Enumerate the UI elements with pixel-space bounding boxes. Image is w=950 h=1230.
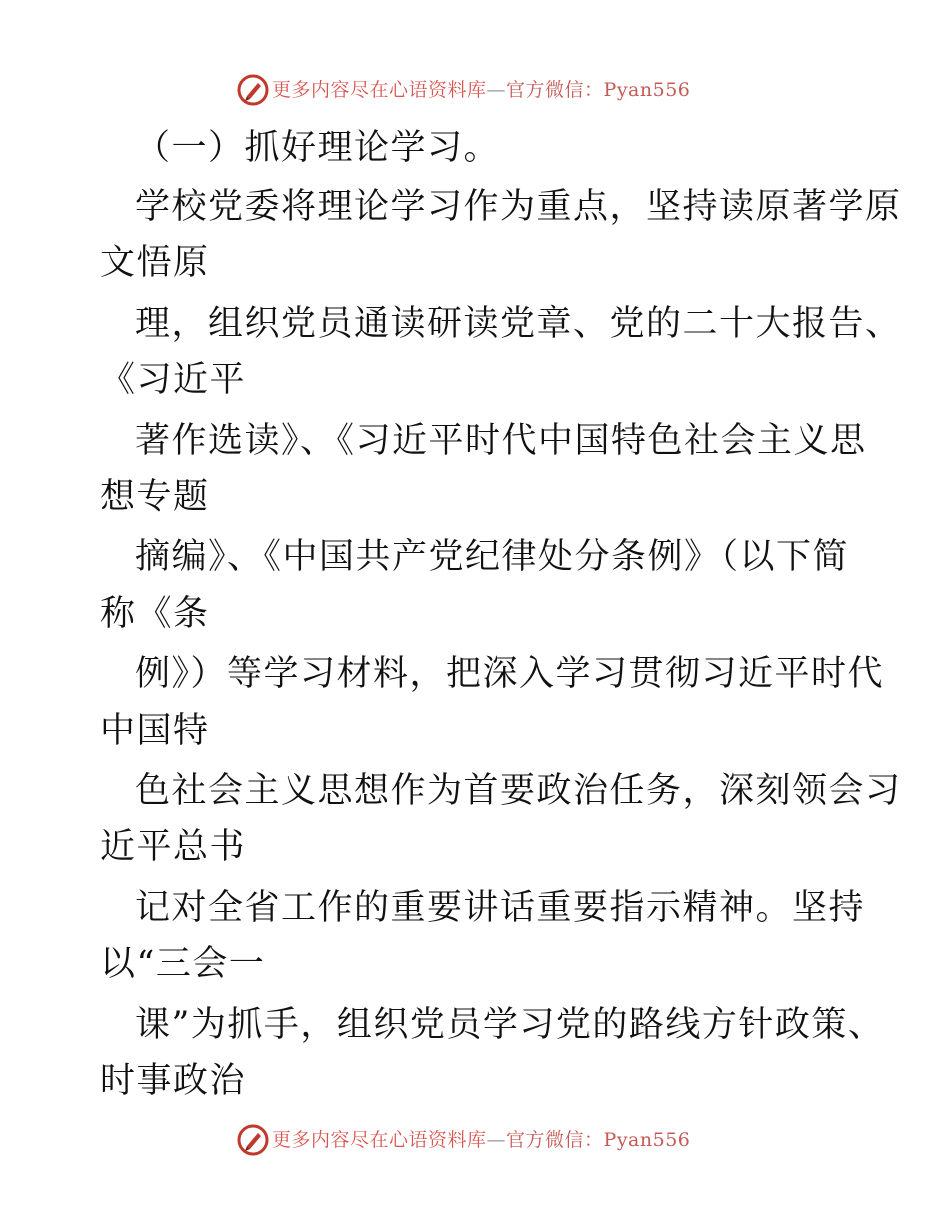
text-line: 称《条 — [100, 594, 210, 634]
watermark-title: 更多内容尽在心语资料库 — [272, 1129, 487, 1151]
text-line: 近平总书 — [100, 827, 247, 867]
watermark-banner-bottom — [0, 1120, 950, 1160]
watermark-banner-top — [0, 70, 950, 110]
text-line: 《习近平 — [100, 360, 247, 400]
text-line: 文悟原 — [100, 243, 210, 283]
watermark-dash: — — [486, 79, 507, 101]
pen-logo-icon — [236, 73, 270, 107]
pen-logo-icon — [236, 1123, 270, 1157]
section-heading: （一）抓好理论学习。 — [135, 128, 501, 168]
text-line: 色社会主义思想作为首要政治任务，深刻领会习 — [135, 771, 902, 811]
text-line: 课”为抓手，组织党员学习党的路线方针政策、 — [135, 1005, 885, 1045]
text-line: 摘编》、《中国共产党纪律处分条例》（以下简 — [135, 537, 850, 577]
text-line: 中国特 — [100, 711, 210, 751]
text-line: 学校党委将理论学习作为重点，坚持读原著学原 — [135, 187, 902, 227]
text-line: 例》）等学习材料，把深入学习贯彻习近平时代 — [135, 654, 885, 694]
watermark-wechat-id: Pyan556 — [603, 79, 691, 101]
text-line: 记对全省工作的重要讲话重要指示精神。坚持 — [135, 888, 866, 928]
text-line: 理，组织党员通读研读党章、党的二十大报告、 — [135, 304, 902, 344]
watermark-dash: — — [486, 1129, 507, 1151]
text-line: 时事政治 — [100, 1061, 247, 1101]
text-line: 著作选读》、《习近平时代中国特色社会主义思 — [135, 421, 867, 461]
watermark-text — [272, 1128, 690, 1152]
watermark-wechat-label: 官方微信： — [506, 79, 604, 101]
watermark-text — [272, 78, 690, 102]
text-line: 想专题 — [100, 477, 210, 517]
watermark-wechat-label: 官方微信： — [506, 1129, 604, 1151]
watermark-title: 更多内容尽在心语资料库 — [272, 79, 487, 101]
text-line: 以“三会一 — [100, 944, 266, 984]
watermark-wechat-id: Pyan556 — [603, 1129, 691, 1151]
